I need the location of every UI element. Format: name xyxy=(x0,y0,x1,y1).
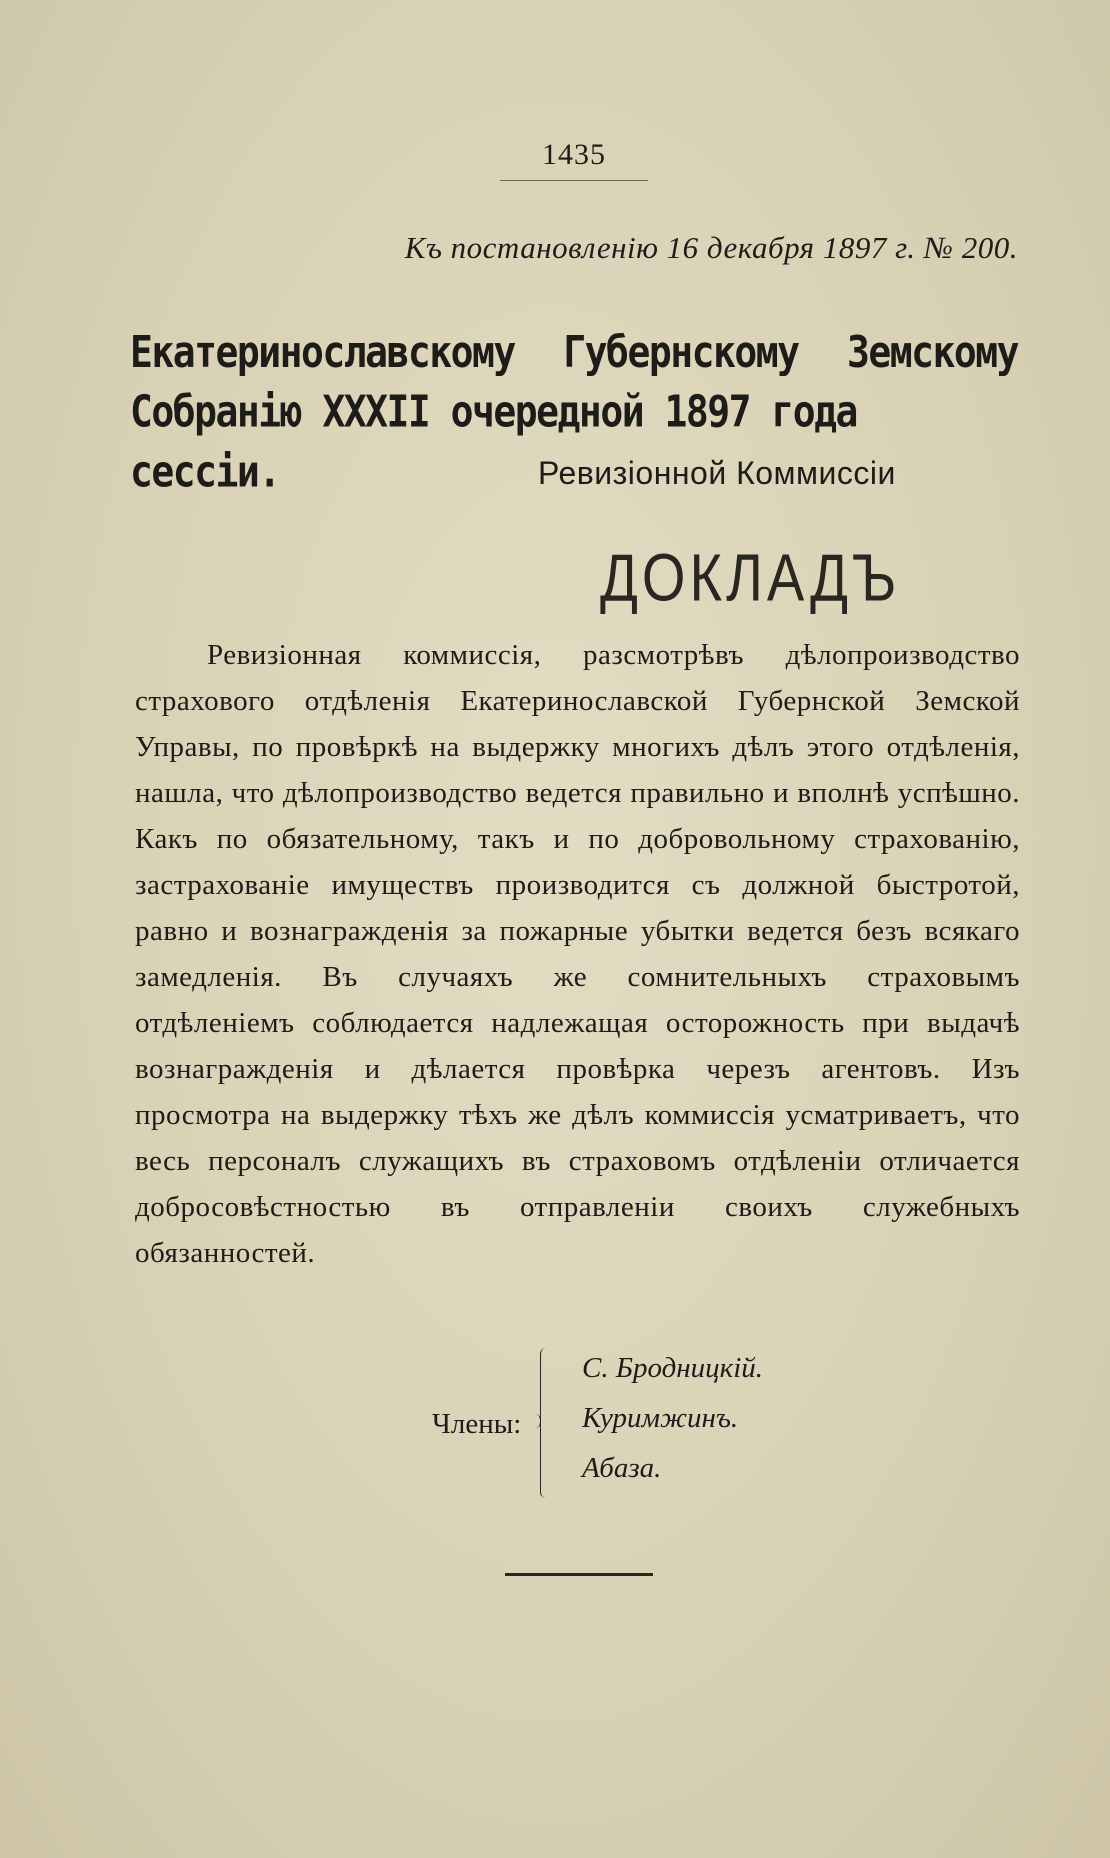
member-name: С. Бродницкій. xyxy=(582,1352,763,1384)
addressee-line-2: Собранію XXXII очередной 1897 года сессіи. xyxy=(130,386,857,497)
member-name: Куримжинъ. xyxy=(582,1402,739,1434)
resolution-reference: Къ постановленію 16 декабря 1897 г. № 200. xyxy=(404,230,1018,265)
member-name: Абаза. xyxy=(582,1452,662,1484)
page-number: 1435 xyxy=(542,138,606,171)
commission-name: Ревизіонной Коммиссіи xyxy=(538,455,896,491)
report-title: ДОКЛАДЪ xyxy=(600,539,901,615)
page-number-rule xyxy=(500,180,648,181)
end-rule xyxy=(505,1573,653,1576)
addressee-line-1: Екатеринославскому Губернскому Земскому xyxy=(130,326,1018,378)
member-names xyxy=(582,1348,882,1498)
members-label: Члены: xyxy=(432,1408,522,1440)
brace-mark xyxy=(540,1348,555,1498)
report-body: Ревизіонная коммиссія, разсмотрѣвъ дѣлопроизводство страхового отдѣленія Екатеринославской Губернской Земской Управы, по провѣркѣ на выдержку многихъ дѣлъ этого отдѣленія, нашла, что дѣлопроизводство ведется правильно и вполнѣ успѣшно. Какъ по обязательному, такъ и по добровольному страхованію, застрахованіе имуществъ производится съ должной быстротой, равно и вознагражденія за пожарные убытки ведется безъ всякаго замедленія. Въ случаяхъ же сомнительныхъ страховымъ отдѣленіемъ соблюдается надлежащая осторожность при выдачѣ вознагражденія и дѣлается провѣрка черезъ агентовъ. Изъ просмотра на выдержку тѣхъ же дѣлъ коммиссія усматриваетъ, что весь персоналъ служащихъ въ страховомъ отдѣленіи отличается добросовѣстностью въ отправленіи своихъ служебныхъ обязанностей. xyxy=(135,639,1020,1269)
